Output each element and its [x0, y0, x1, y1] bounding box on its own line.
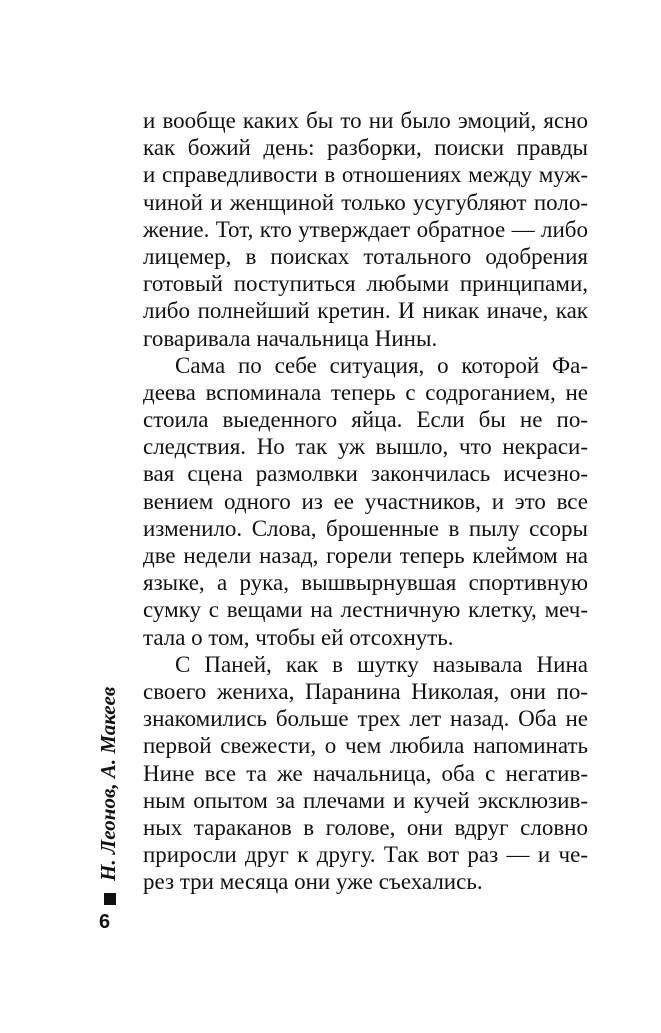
- text-line: как божий день: разборки, поиски правды: [143, 135, 588, 161]
- text-line: вая сцена размолвки закончилась исчезно-: [143, 461, 588, 487]
- text-line: деева вспоминала теперь с содроганием, не: [143, 379, 588, 405]
- text-line: знакомились больше трех лет назад. Оба не: [143, 706, 588, 732]
- paragraph: [143, 651, 588, 896]
- text-line: и справедливости в отношениях между муж-: [143, 162, 588, 188]
- author-names: Н. Леонов, А. Макеев: [96, 686, 120, 881]
- text-line: жение. Тот, кто утверждает обратное — либо: [143, 216, 588, 242]
- running-header: [96, 687, 120, 905]
- text-line: своего жениха, Паранина Николая, они по-: [143, 678, 588, 704]
- text-line: ным опытом за плечами и кучей эксклюзив-: [143, 787, 588, 813]
- text-line: языке, а рука, вышвырнувшая спортивную: [143, 570, 588, 596]
- text-line: С Паней, как в шутку называла Нина: [175, 651, 588, 677]
- paragraph: [143, 107, 588, 352]
- text-line: две недели назад, горели теперь клеймом на: [143, 543, 588, 568]
- text-line: Нине все та же начальница, оба с негатив-: [143, 760, 588, 786]
- text-line: стоила выеденного яйца. Если бы не по-: [143, 407, 588, 433]
- text-line: Сама по себе ситуация, о которой Фа-: [175, 352, 588, 378]
- page-number: 6: [99, 911, 111, 933]
- text-line: говаривала начальница Нины.: [143, 325, 438, 351]
- text-line: чиной и женщиной только усугубляют поло-: [143, 189, 588, 215]
- text-line: следствия. Но так уж вышло, что некраси-: [143, 434, 588, 460]
- text-line: готовый поступиться любыми принципами,: [143, 271, 588, 297]
- text-line: тала о том, чтобы ей отсохнуть.: [143, 624, 454, 650]
- text-line: ных тараканов в голове, они вдруг словно: [143, 814, 588, 840]
- square-bullet-icon: [104, 893, 116, 905]
- text-line: первой свежести, о чем любила напоминать: [143, 733, 588, 759]
- text-line: лицемер, в поисках тотального одобрения: [143, 243, 588, 269]
- text-line: сумку с вещами на лестничную клетку, меч-: [143, 597, 588, 623]
- text-line: рез три месяца они уже съехались.: [143, 869, 483, 895]
- body-text: [143, 107, 588, 895]
- text-line: приросли друг к другу. Так вот раз — и че-: [143, 842, 588, 868]
- text-line: либо полнейший кретин. И никак иначе, как: [143, 298, 588, 324]
- paragraph: [143, 352, 588, 651]
- text-line: вением одного из ее участников, и это все: [143, 488, 588, 514]
- text-line: изменило. Слова, брошенные в пылу ссоры: [143, 515, 588, 541]
- text-line: и вообще каких бы то ни было эмоций, ясно: [143, 108, 588, 133]
